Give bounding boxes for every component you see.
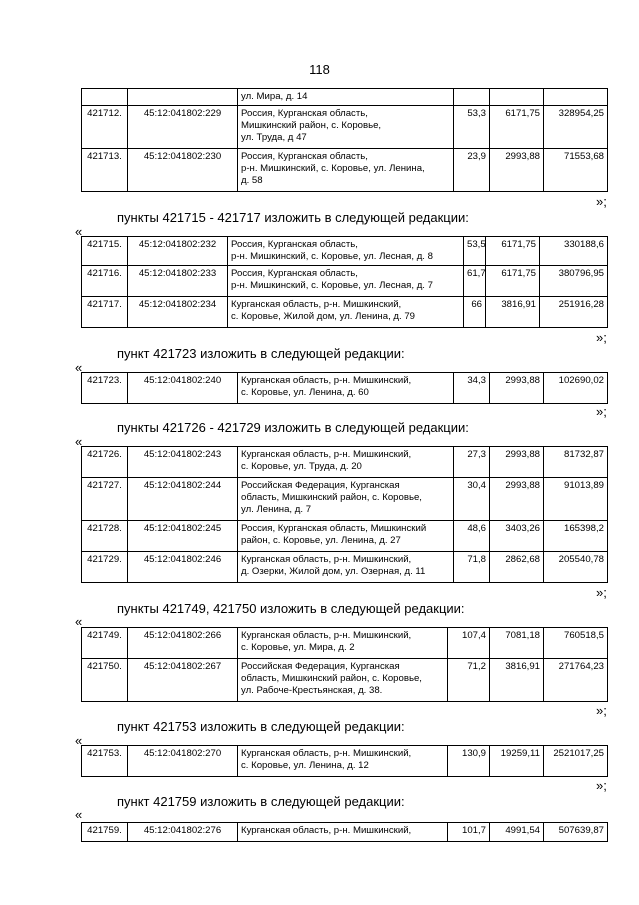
page-number: 118 [309, 62, 330, 77]
area: 27,3 [454, 447, 490, 478]
address: Россия, Курганская область, Мишкинский район, с. Коровье, ул. Труда, д 47 [238, 106, 454, 149]
table-row [82, 149, 608, 192]
opening-quote: « [75, 224, 83, 239]
section-intro: пункты 421715 - 421717 изложить в следующей редакции: [117, 210, 469, 225]
address: Российская Федерация, Курганская область, Мишкинский район, с. Коровье, ул. Ленина, д. 7 [238, 478, 454, 521]
address: Россия, Курганская область, р-н. Мишкинский, с. Коровье, ул. Лесная, д. 8 [228, 237, 464, 266]
opening-quote: « [75, 360, 83, 375]
total-value: 2521017,25 [544, 746, 608, 777]
row-number: 421729. [82, 552, 128, 583]
table-row [82, 823, 608, 842]
unit-price: 3816,91 [490, 659, 544, 702]
address: Российская Федерация, Курганская область, Мишкинский район, с. Коровье, ул. Рабоче-Крестьянская, д. 38. [238, 659, 448, 702]
area: 23,9 [454, 149, 490, 192]
area: 107,4 [448, 628, 490, 659]
total-value: 81732,87 [544, 447, 608, 478]
address: Курганская область, р-н. Мишкинский, с. Коровье, ул. Ленина, д. 12 [238, 746, 448, 777]
section-intro: пункт 421759 изложить в следующей редакции: [117, 794, 405, 809]
table-row [82, 746, 608, 777]
total-value: 507639,87 [544, 823, 608, 842]
table-row [82, 266, 608, 297]
unit-price: 3816,91 [486, 297, 540, 328]
cadastral-number: 45:12:041802:270 [128, 746, 238, 777]
unit-price [490, 89, 544, 106]
unit-price: 2993,88 [490, 478, 544, 521]
area: 53,5 [464, 237, 486, 266]
property-table-6 [81, 822, 608, 842]
row-number: 421712. [82, 106, 128, 149]
address: Россия, Курганская область, Мишкинский район, с. Коровье, ул. Ленина, д. 27 [238, 521, 454, 552]
table-row [82, 628, 608, 659]
total-value: 271764,23 [544, 659, 608, 702]
area: 71,2 [448, 659, 490, 702]
unit-price: 19259,11 [490, 746, 544, 777]
address: Курганская область, р-н. Мишкинский, с. Коровье, ул. Мира, д. 2 [238, 628, 448, 659]
unit-price: 2993,88 [490, 373, 544, 404]
area: 34,3 [454, 373, 490, 404]
closing-quote: »; [596, 703, 607, 718]
row-number: 421753. [82, 746, 128, 777]
opening-quote: « [75, 614, 83, 629]
total-value: 330188,6 [540, 237, 608, 266]
area: 53,3 [454, 106, 490, 149]
row-number: 421713. [82, 149, 128, 192]
table-row [82, 106, 608, 149]
cadastral-number: 45:12:041802:240 [128, 373, 238, 404]
cadastral-number: 45:12:041802:229 [128, 106, 238, 149]
row-number: 421749. [82, 628, 128, 659]
total-value: 251916,28 [540, 297, 608, 328]
table-row [82, 521, 608, 552]
unit-price: 7081,18 [490, 628, 544, 659]
table-row [82, 447, 608, 478]
table-row [82, 237, 608, 266]
cadastral-number: 45:12:041802:230 [128, 149, 238, 192]
cadastral-number: 45:12:041802:234 [128, 297, 228, 328]
cadastral-number: 45:12:041802:244 [128, 478, 238, 521]
address: Курганская область, р-н. Мишкинский, д. Озерки, Жилой дом, ул. Озерная, д. 11 [238, 552, 454, 583]
unit-price: 2862,68 [490, 552, 544, 583]
area: 130,9 [448, 746, 490, 777]
address: Курганская область, р-н. Мишкинский, [238, 823, 448, 842]
total-value: 380796,95 [540, 266, 608, 297]
row-number [82, 89, 128, 106]
unit-price: 3403,26 [490, 521, 544, 552]
closing-quote: »; [596, 778, 607, 793]
total-value: 91013,89 [544, 478, 608, 521]
address: Курганская область, р-н. Мишкинский, с. Коровье, Жилой дом, ул. Ленина, д. 79 [228, 297, 464, 328]
table-row [82, 297, 608, 328]
closing-quote: »; [596, 330, 607, 345]
address: Курганская область, р-н. Мишкинский, с. Коровье, ул. Труда, д. 20 [238, 447, 454, 478]
area: 61,7 [464, 266, 486, 297]
cadastral-number [128, 89, 238, 106]
table-row [82, 478, 608, 521]
total-value: 205540,78 [544, 552, 608, 583]
unit-price: 4991,54 [490, 823, 544, 842]
row-number: 421716. [82, 266, 128, 297]
opening-quote: « [75, 434, 83, 449]
unit-price: 6171,75 [490, 106, 544, 149]
address: Курганская область, р-н. Мишкинский, с. Коровье, ул. Ленина, д. 60 [238, 373, 454, 404]
property-table-2 [81, 372, 608, 404]
section-intro: пункт 421753 изложить в следующей редакции: [117, 719, 405, 734]
total-value: 328954,25 [544, 106, 608, 149]
total-value [544, 89, 608, 106]
total-value: 102690,02 [544, 373, 608, 404]
cadastral-number: 45:12:041802:246 [128, 552, 238, 583]
unit-price: 6171,75 [486, 237, 540, 266]
property-table-5 [81, 745, 608, 777]
property-table-0 [81, 88, 608, 192]
unit-price: 6171,75 [486, 266, 540, 297]
closing-quote: »; [596, 404, 607, 419]
area: 30,4 [454, 478, 490, 521]
area: 71,8 [454, 552, 490, 583]
cadastral-number: 45:12:041802:266 [128, 628, 238, 659]
unit-price: 2993,88 [490, 149, 544, 192]
cadastral-number: 45:12:041802:267 [128, 659, 238, 702]
property-table-4 [81, 627, 608, 702]
total-value: 165398,2 [544, 521, 608, 552]
table-row [82, 659, 608, 702]
opening-quote: « [75, 807, 83, 822]
section-intro: пункты 421726 - 421729 изложить в следующей редакции: [117, 420, 469, 435]
row-number: 421723. [82, 373, 128, 404]
section-intro: пункты 421749, 421750 изложить в следующей редакции: [117, 601, 465, 616]
area: 66 [464, 297, 486, 328]
row-number: 421728. [82, 521, 128, 552]
area: 48,6 [454, 521, 490, 552]
table-row [82, 89, 608, 106]
cadastral-number: 45:12:041802:245 [128, 521, 238, 552]
opening-quote: « [75, 733, 83, 748]
unit-price: 2993,88 [490, 447, 544, 478]
row-number: 421717. [82, 297, 128, 328]
table-row [82, 373, 608, 404]
row-number: 421727. [82, 478, 128, 521]
total-value: 760518,5 [544, 628, 608, 659]
property-table-1 [81, 236, 608, 328]
cadastral-number: 45:12:041802:276 [128, 823, 238, 842]
area: 101,7 [448, 823, 490, 842]
row-number: 421759. [82, 823, 128, 842]
area [454, 89, 490, 106]
cadastral-number: 45:12:041802:232 [128, 237, 228, 266]
closing-quote: »; [596, 194, 607, 209]
address: ул. Мира, д. 14 [238, 89, 454, 106]
cadastral-number: 45:12:041802:233 [128, 266, 228, 297]
closing-quote: »; [596, 585, 607, 600]
row-number: 421750. [82, 659, 128, 702]
property-table-3 [81, 446, 608, 583]
cadastral-number: 45:12:041802:243 [128, 447, 238, 478]
section-intro: пункт 421723 изложить в следующей редакции: [117, 346, 405, 361]
address: Россия, Курганская область, р-н. Мишкинский, с. Коровье, ул. Ленина, д. 58 [238, 149, 454, 192]
table-row [82, 552, 608, 583]
row-number: 421726. [82, 447, 128, 478]
total-value: 71553,68 [544, 149, 608, 192]
address: Россия, Курганская область, р-н. Мишкинский, с. Коровье, ул. Лесная, д. 7 [228, 266, 464, 297]
row-number: 421715. [82, 237, 128, 266]
